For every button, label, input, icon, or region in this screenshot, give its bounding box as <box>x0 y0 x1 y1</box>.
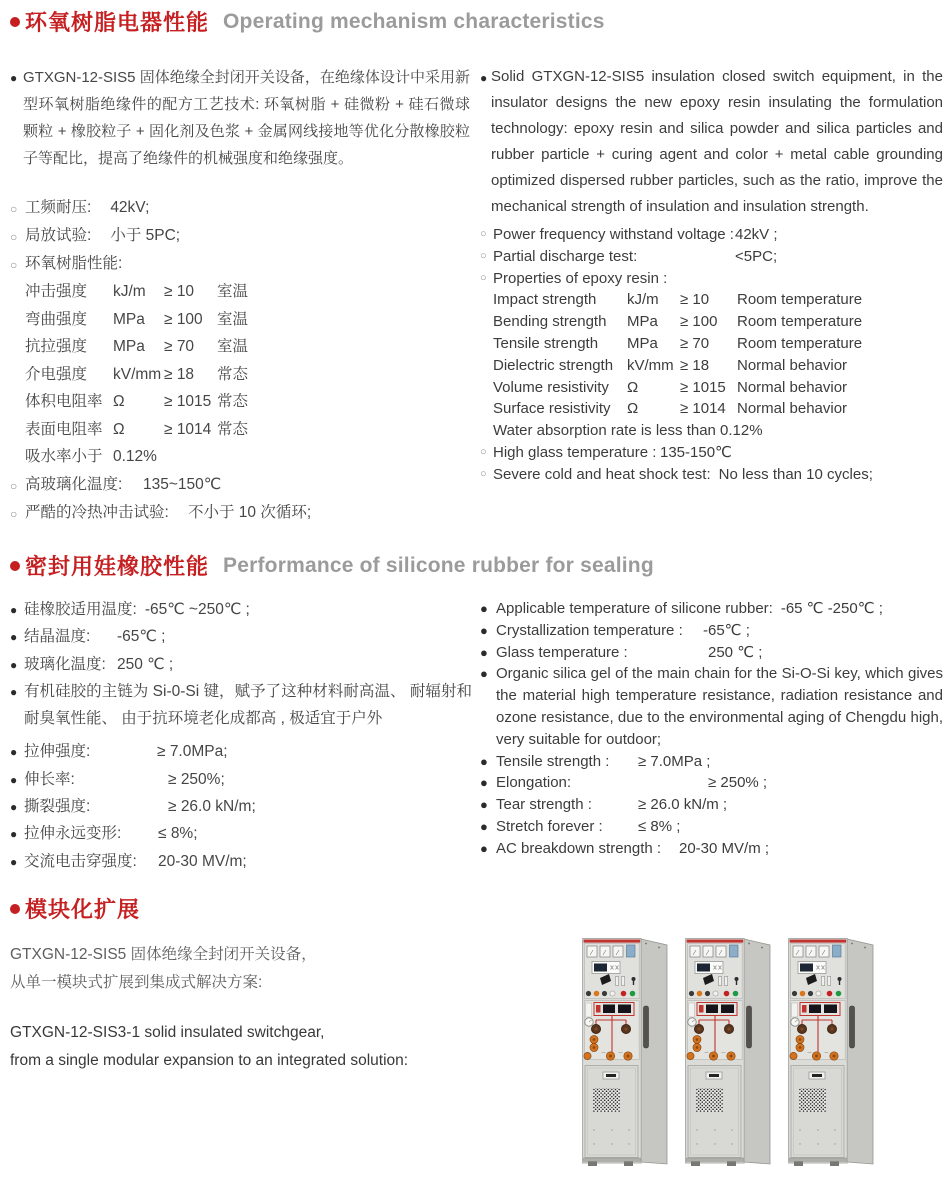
property-name: 吸水率小于 <box>25 448 103 465</box>
property-name: Bending strength <box>493 313 607 331</box>
property-condition: Room temperature <box>737 334 863 352</box>
modular-line-en-2: from a single modular expansion to an integrated solution: <box>10 1052 409 1069</box>
spec-row <box>10 250 470 278</box>
bullet-icon: ● <box>10 603 18 617</box>
switchgear-cabinet-image <box>789 939 873 1167</box>
property-name: 弯曲强度 <box>25 310 88 328</box>
spec-row <box>480 794 943 816</box>
bullet-icon: ● <box>10 684 18 699</box>
property-value: ≥ 10 <box>164 283 195 300</box>
section-bullet-icon <box>10 561 20 571</box>
modular-line-zh-1: GTXGN-12-SIS5 固体绝缘全封闭开关设备， <box>10 946 317 963</box>
property-value: ≥ 100 <box>164 310 203 328</box>
spec-value: -65℃ ; <box>703 621 750 639</box>
bullet-icon: ● <box>480 775 488 791</box>
spec-value: -65℃ ; <box>117 628 166 646</box>
spec-row <box>10 471 470 499</box>
spec-paragraph <box>480 663 943 750</box>
section-title-zh: 环氧树脂电器性能 <box>25 10 210 35</box>
intro-paragraph-zh <box>10 64 470 172</box>
spec-label: Partial discharge test: <box>493 247 638 265</box>
property-name: Water absorption rate is less than <box>493 422 716 440</box>
spec-label: Elongation: <box>496 774 572 792</box>
spec-label: 结晶温度: <box>24 628 91 646</box>
property-row <box>10 443 470 471</box>
spec-row <box>480 442 943 464</box>
spec-label: Tear strength : <box>496 796 592 814</box>
spec-value: -65℃ ~250℃ ; <box>144 601 250 618</box>
section1-right-column <box>480 64 943 486</box>
spec-label: Power frequency withstand voltage : <box>493 226 734 243</box>
section-epoxy-header <box>10 6 605 37</box>
section-silicone-header <box>10 550 654 581</box>
property-unit: MPa <box>113 338 145 355</box>
property-condition: Room temperature <box>737 291 863 309</box>
property-row <box>480 398 943 420</box>
property-name: Impact strength <box>493 291 597 309</box>
spec-value: 135~150℃ <box>143 475 222 493</box>
bullet-icon: ○ <box>10 258 18 272</box>
section-bullet-icon <box>10 17 20 27</box>
spec-text: 有机硅胶的主链为 Si-0-Si 键，赋予了这种材料耐高温、 耐辐射和耐臭氧性能、 由于抗环境老化成都高 , 极适宜于户外 <box>24 682 472 728</box>
property-unit: Ω <box>627 400 639 418</box>
spec-label: 环氧树脂性能: <box>25 255 123 272</box>
spec-paragraph <box>10 678 472 733</box>
intro-text: Solid GTXGN-12-SIS5 insulation closed switch equipment, in the insulator designs the new epoxy resin insulating the formulation technology: epoxy resin and silica powder and silica particles and rubber particle + curing agent and color + metal cable grounding optimized dispersed rubber particles, such as the ratio, improve the mechanical strength of insulation and insulation strength. <box>491 68 943 215</box>
property-row <box>480 355 943 377</box>
bullet-icon: ● <box>10 854 18 869</box>
spec-row <box>10 499 470 527</box>
spec-row <box>10 651 472 678</box>
property-name: 抗拉强度 <box>25 338 88 355</box>
bullet-icon: ● <box>480 753 488 769</box>
property-value: ≥ 70 <box>164 338 195 355</box>
spec-label: 硅橡胶适用温度: <box>24 601 137 618</box>
property-condition: 室温 <box>217 310 249 328</box>
spec-label: High glass temperature : <box>493 443 657 461</box>
spec-row <box>480 620 943 642</box>
spec-row <box>10 738 472 765</box>
bullet-icon: ○ <box>480 249 487 262</box>
section1-left-column <box>10 64 470 527</box>
spec-label: 拉伸强度: <box>24 743 91 761</box>
bullet-icon: ● <box>480 71 488 85</box>
spec-label: Stretch forever : <box>496 817 603 835</box>
spec-label: 拉伸永远变形: <box>24 825 122 843</box>
property-row <box>10 416 470 444</box>
bullet-icon: ● <box>480 797 488 813</box>
property-condition: 室温 <box>217 338 249 355</box>
bullet-icon: ● <box>480 644 488 660</box>
spec-label: 局放试验: <box>25 227 92 244</box>
spec-value: 20-30 MV/m ; <box>679 839 770 857</box>
property-unit: kV/mm <box>627 356 674 374</box>
switchgear-cabinets-image <box>582 930 882 1172</box>
section2-left-column <box>10 596 472 875</box>
spec-row <box>480 816 943 838</box>
spec-label: Applicable temperature of silicone rubber: <box>496 600 773 617</box>
spec-row <box>480 642 943 664</box>
bullet-icon: ○ <box>10 230 18 244</box>
property-condition: 室温 <box>217 283 249 300</box>
property-unit: Ω <box>627 378 639 396</box>
spec-value: 20-30 MV/m; <box>158 852 247 870</box>
spec-label: AC breakdown strength : <box>496 839 662 857</box>
bullet-icon: ● <box>10 657 18 672</box>
spec-label: 工频耐压: <box>25 199 92 216</box>
section2-right-column <box>480 598 943 860</box>
spec-label: 交流电击穿强度: <box>24 852 137 870</box>
spec-row <box>10 222 470 250</box>
spec-row <box>480 268 943 290</box>
property-row <box>480 333 943 355</box>
spec-row <box>10 194 470 222</box>
spec-label: 严酷的冷热冲击试验: <box>25 503 169 521</box>
section3-text <box>10 941 570 1075</box>
section-title-en: Operating mechanism characteristics <box>223 9 605 33</box>
property-condition: Room temperature <box>737 313 863 331</box>
spec-text: Organic silica gel of the main chain for the Si-O-Si key, which gives the material high temperature resistance, radiation resistance and ozone resistance, due to the environmental aging of Chengdu high, very suitable for outdoor; <box>496 665 943 748</box>
property-row <box>10 361 470 389</box>
bullet-icon: ● <box>10 827 18 842</box>
property-unit: kV/mm <box>113 365 162 383</box>
property-unit: Ω <box>113 393 125 410</box>
switchgear-cabinet-image <box>686 939 770 1167</box>
section-title-zh: 模块化扩展 <box>25 897 141 922</box>
intro-paragraph-en <box>480 64 943 220</box>
intro-text: GTXGN-12-SIS5 固体绝缘全封闭开关设备，在绝缘体设计中采用新型环氧树脂绝缘件的配方工艺技术: 环氧树脂 + 硅微粉 + 硅石微球颗粒 + 橡胶粒子 + 固化剂及色浆 + 金属网线接地等优化分散橡胶粒子等配比，提高了绝缘件的机械强度和绝缘强度。 <box>23 69 470 167</box>
switchgear-cabinet-image <box>583 939 667 1167</box>
section-title-en: Performance of silicone rubber for sealing <box>223 553 654 577</box>
property-unit: 0.12% <box>720 422 763 440</box>
spec-value: <5PC; <box>735 247 778 265</box>
property-row <box>480 289 943 311</box>
section-modular-header <box>10 893 140 924</box>
property-unit: 0.12% <box>113 448 157 465</box>
bullet-icon: ○ <box>10 506 18 521</box>
property-value: ≥ 18 <box>164 365 195 383</box>
spec-value: ≥ 26.0 kN/m; <box>168 798 256 816</box>
property-condition: Normal behavior <box>737 400 848 418</box>
spec-value: ≥ 7.0MPa ; <box>638 752 711 770</box>
bullet-icon: ○ <box>10 478 18 493</box>
bullet-icon: ● <box>10 745 18 760</box>
property-name: 冲击强度 <box>25 283 88 300</box>
spec-value: ≥ 26.0 kN/m ; <box>638 796 728 814</box>
spec-row <box>480 224 943 246</box>
property-condition: 常态 <box>217 420 249 438</box>
bullet-icon: ○ <box>480 445 487 458</box>
bullet-icon: ● <box>480 666 488 682</box>
spec-label: 伸长率: <box>24 770 75 788</box>
bullet-icon: ● <box>10 800 18 815</box>
property-row <box>10 306 470 334</box>
spec-row <box>10 793 472 820</box>
spec-value: 42kV; <box>110 199 150 216</box>
spec-row <box>10 766 472 793</box>
spec-row <box>480 246 943 268</box>
bullet-icon: ● <box>480 840 488 856</box>
modular-line-zh-2: 从单一模块式扩展到集成式解决方案: <box>10 974 263 991</box>
property-condition: Normal behavior <box>737 378 848 396</box>
spec-label: 撕裂强度: <box>24 798 91 816</box>
property-row <box>480 311 943 333</box>
bullet-icon: ● <box>10 772 18 787</box>
property-name: 表面电阻率 <box>25 420 103 438</box>
property-name: 体积电阻率 <box>25 393 103 410</box>
modular-line-en-1: GTXGN-12-SIS3-1 solid insulated switchgear, <box>10 1024 325 1041</box>
property-row <box>10 333 470 361</box>
bullet-icon: ○ <box>480 467 487 480</box>
spec-value: ≤ 8% ; <box>638 817 681 835</box>
bullet-icon: ● <box>480 622 488 638</box>
spec-row <box>10 820 472 847</box>
spec-value: -65 ℃ -250℃ ; <box>780 600 883 617</box>
spec-value: No less than 10 cycles; <box>718 465 873 483</box>
bullet-icon: ○ <box>10 202 18 216</box>
property-name: Dielectric strength <box>493 356 614 374</box>
property-value: ≥ 10 <box>680 291 710 309</box>
property-value: ≥ 1014 <box>164 420 212 438</box>
property-unit: MPa <box>627 334 658 352</box>
property-value: ≥ 1015 <box>680 378 726 396</box>
spec-row <box>480 598 943 620</box>
spec-value: 135-150℃ <box>660 443 732 461</box>
spec-value: ≥ 7.0MPa; <box>157 743 228 761</box>
spec-label: Properties of epoxy resin : <box>493 269 668 287</box>
property-value: ≥ 1015 <box>164 393 212 410</box>
spec-value: ≥ 250%; <box>168 770 225 788</box>
spec-row <box>10 848 472 875</box>
property-name: 介电强度 <box>25 365 88 383</box>
section-bullet-icon <box>10 904 20 914</box>
property-name: Tensile strength <box>493 334 599 352</box>
spec-label: 玻璃化温度: <box>24 655 106 673</box>
property-unit: Ω <box>113 420 125 438</box>
spec-row <box>10 623 472 650</box>
spec-value: 42kV ; <box>735 226 778 243</box>
property-name: Surface resistivity <box>493 400 611 418</box>
spec-row <box>10 596 472 623</box>
property-name: Volume resistivity <box>493 378 609 396</box>
property-row <box>10 278 470 306</box>
property-condition: Normal behavior <box>737 356 848 374</box>
spec-value: ≤ 8%; <box>158 825 198 843</box>
property-row <box>480 420 943 442</box>
spec-value: 250 ℃ ; <box>708 643 763 661</box>
bullet-icon: ● <box>10 71 18 85</box>
bullet-icon: ○ <box>480 228 487 240</box>
spec-row <box>480 464 943 486</box>
property-unit: kJ/m <box>113 283 146 300</box>
spec-label: Crystallization temperature : <box>496 621 683 639</box>
spec-row <box>480 772 943 794</box>
spec-value: 小于 5PC; <box>110 227 181 244</box>
spec-label: Severe cold and heat shock test: <box>493 465 711 483</box>
spec-label: Glass temperature : <box>496 643 628 661</box>
property-unit: MPa <box>113 310 145 328</box>
property-unit: MPa <box>627 313 658 331</box>
spec-value: ≥ 250% ; <box>708 774 768 792</box>
bullet-icon: ● <box>10 630 18 645</box>
property-condition: 常态 <box>217 365 249 383</box>
spec-row <box>480 838 943 860</box>
property-value: ≥ 1014 <box>680 400 726 418</box>
bullet-icon: ● <box>480 601 488 616</box>
spec-label: 高玻璃化温度: <box>25 475 123 493</box>
property-value: ≥ 100 <box>680 313 718 331</box>
property-row <box>480 377 943 399</box>
section-title-zh: 密封用娃橡胶性能 <box>25 554 210 579</box>
bullet-icon: ○ <box>480 271 487 284</box>
property-unit: kJ/m <box>627 291 659 309</box>
spec-value: 不小于 10 次循环; <box>188 503 312 521</box>
property-condition: 常态 <box>217 393 249 410</box>
spec-label: Tensile strength : <box>496 752 610 770</box>
bullet-icon: ● <box>480 818 488 834</box>
property-value: ≥ 18 <box>680 356 710 374</box>
spec-row <box>480 751 943 773</box>
property-value: ≥ 70 <box>680 334 710 352</box>
spec-value: 250 ℃ ; <box>117 655 174 673</box>
property-row <box>10 388 470 416</box>
